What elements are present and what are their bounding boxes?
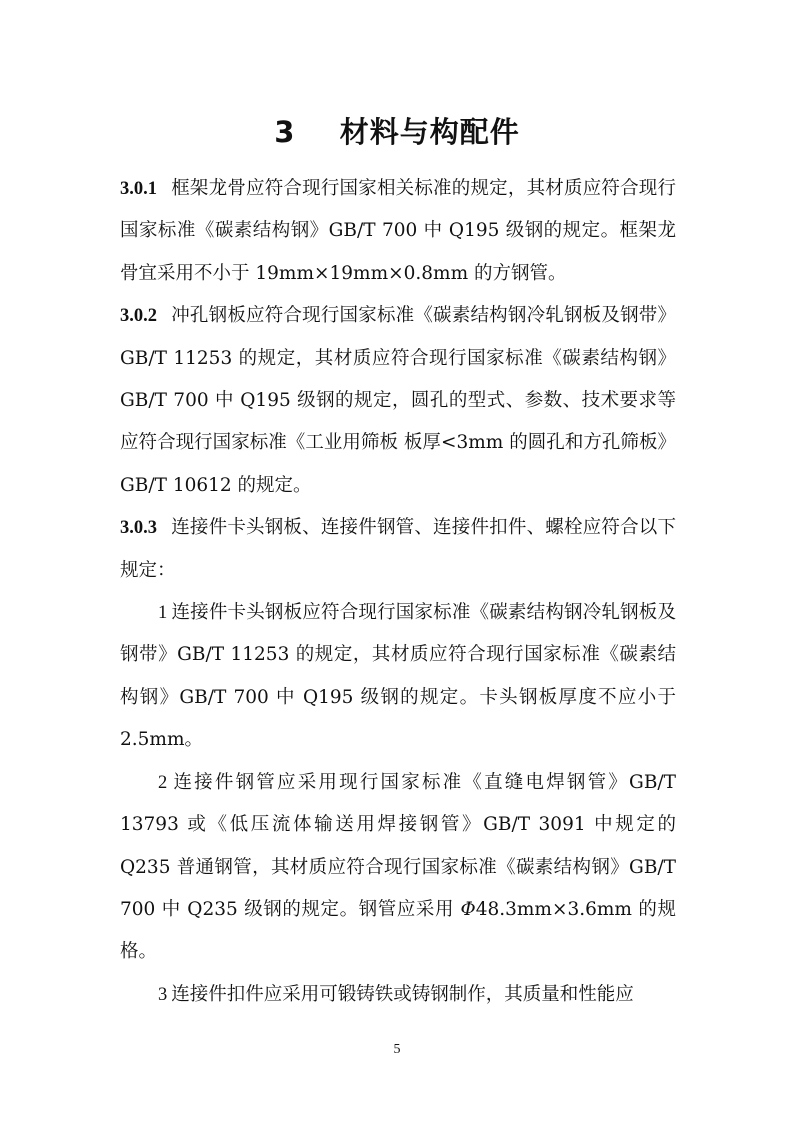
page-title: 3 材料与构配件: [274, 115, 520, 149]
item-number: 3: [158, 984, 168, 1005]
item-3: [120, 974, 676, 1016]
item-2: [120, 762, 676, 974]
item-1: [120, 592, 676, 762]
item-text: 连接件钢管应采用现行国家标准《直缝电焊钢管》GB/T 13793 或《低压流体输送用焊接钢管》GB/T 3091 中规定的 Q235 普通钢管，其材质应符合现行国家标准《碳素结构钢》GB/T 700 中 Q235 级钢的规定。钢管应采用: [120, 771, 676, 920]
clause-3-0-2: [120, 295, 676, 507]
item-text: 连接件扣件应采用可锻铸铁或铸钢制作，其质量和性能应: [171, 983, 634, 1005]
document-body: [120, 168, 676, 1016]
clause-text: 连接件卡头钢板、连接件钢管、连接件扣件、螺栓应符合以下规定：: [120, 517, 676, 581]
clause-text: 框架龙骨应符合现行国家相关标准的规定，其材质应符合现行国家标准《碳素结构钢》GB/T 700 中 Q195 级钢的规定。框架龙骨宜采用不小于 19mm×19mm×0.8mm 的方钢管。: [120, 178, 676, 284]
item-number: 1: [158, 603, 168, 624]
clause-3-0-3: [120, 507, 676, 592]
clause-number: 3.0.3: [120, 518, 157, 539]
clause-3-0-1: [120, 168, 676, 295]
diameter-symbol: Φ: [460, 898, 476, 920]
clause-text: 冲孔钢板应符合现行国家标准《碳素结构钢冷轧钢板及钢带》GB/T 11253 的规定，其材质应符合现行国家标准《碳素结构钢》GB/T 700 中 Q195 级钢的规定，圆孔的型式、参数、技术要求等应符合现行国家标准《工业用筛板 板厚<3mm 的圆孔和方孔筛板》GB/T 10612 的规定。: [120, 305, 676, 496]
item-text-continued: 48.3mm×3.6mm 的规格。: [120, 898, 677, 963]
page-number: 5: [393, 1042, 401, 1057]
clause-number: 3.0.2: [120, 306, 157, 327]
clause-number: 3.0.1: [120, 179, 157, 199]
item-text: 连接件卡头钢板应符合现行国家标准《碳素结构钢冷轧钢板及钢带》GB/T 11253 的规定，其材质应符合现行国家标准《碳素结构钢》GB/T 700 中 Q195 级钢的规定。卡头钢板厚度不应小于 2.5mm。: [120, 602, 676, 751]
item-number: 2: [158, 772, 168, 793]
